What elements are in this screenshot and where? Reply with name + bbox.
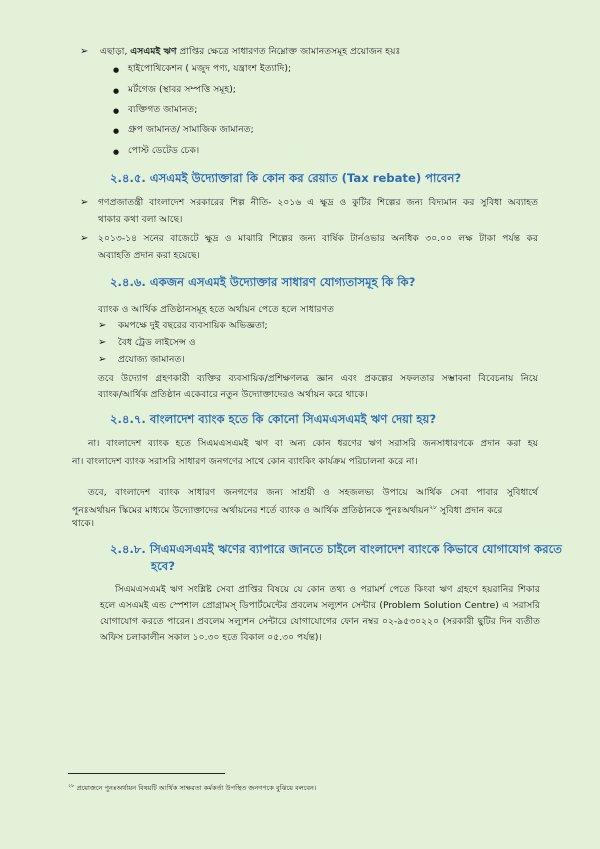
bullet-icon: ● (113, 87, 120, 95)
bullet-icon: ● (113, 66, 120, 74)
arrow-bullet-icon: ➢ (80, 197, 89, 208)
list-item: বৈধ ট্রেড লাইসেন্স ও (118, 337, 196, 348)
bullet-icon: ● (113, 107, 120, 115)
section-heading-continued: হবে? (151, 559, 175, 573)
paragraph-line: তবে উদ্যোগ গ্রহণকারী ব্যক্তির ব্যবসায়িক/প্রশিক্ষণলব্ধ জ্ঞান এবং প্রকল্পের সফলতার সম্ভাবনা বিবেচনায় নিয়ে (98, 373, 538, 384)
paragraph-line: গণপ্রজাতন্ত্রী বাংলাদেশ সরকারের শিল্প নীতি- ২০১৬ এ ক্ষুদ্র ও কুটির শিল্পের জন্য বিদ্যমান কর সুবিধা অব্যাহত (98, 197, 538, 208)
arrow-bullet-icon: ➢ (80, 233, 89, 244)
arrow-bullet-icon: ➢ (98, 320, 107, 331)
paragraph-line: না। বাংলাদেশ ব্যাংক সরাসরি সাধারণ জনগণের সাথে কোন ব্যাংকিং কার্যক্রম পরিচালনা করে না। (72, 456, 418, 467)
paragraph-line: তবে, বাংলাদেশ ব্যাংক সাধারণ জনগণের জন্য সাশ্রয়ী ও সহজলভ্য উপায়ে আর্থিক সেবা পাবার সুবিধার্থে (88, 487, 538, 498)
paragraph-line: ব্যাংক/আর্থিক প্রতিষ্ঠান একেবারে নতুন উদ্যোক্তাদেরও অর্থায়ন করে থাকে। (98, 389, 368, 400)
section-heading: ২.৪.৮. সিএমএসএমই ঋণের ব্যাপারে জানতে চাইলে বাংলাদেশ ব্যাংকে কিভাবে যোগাযোগ করতে (110, 542, 562, 556)
paragraph-line: থাকে। (72, 518, 95, 529)
paragraph-line: হলে এসএমই এন্ড স্পেশাল প্রোগ্রামস্ ডিপার্টমেন্টের প্রবলেম সল্যুশন সেন্টার (Problem Solution Centre) এ সরাসরি (100, 600, 540, 611)
list-item: কমপক্ষে দুই বছরের ব্যবসায়িক অভিজ্ঞতা; (118, 320, 268, 331)
footnote: $^{২৮}$ প্রয়োজনে পুনঃঅর্থায়ন বিষয়টি আর্থিক সাক্ষরতা কর্মকর্তা উপস্থিত জনগণকে বুঝিয়ে বলবেন। (68, 783, 317, 793)
section-heading: ২.৪.৫. এসএমই উদ্যোক্তারা কি কোন কর রেয়াত (Tax rebate) পাবেন? (110, 171, 462, 185)
arrow-bullet-icon: ➢ (98, 354, 107, 365)
paragraph-line: থাকার কথা বলা আছে। (98, 214, 183, 225)
arrow-bullet-icon: ➢ (80, 46, 89, 57)
intro-line: এছাড়া, এসএমই ঋণ প্রাপ্তির ক্ষেত্রে সাধারণত নিম্নোক্ত জামানতসমূহ প্রয়োজন হয়ঃ (100, 46, 401, 57)
list-item: ব্যক্তিগত জামানত; (128, 104, 198, 115)
list-item: গ্রুপ জামানত/ সামাজিক জামানত; (128, 124, 254, 135)
section-heading: ২.৪.৬. একজন এসএমই উদ্যোক্তার সাধারণ যোগ্যতাসমূহ কি কি? (110, 275, 416, 289)
paragraph-line: ব্যাংক ও আর্থিক প্রতিষ্ঠানসমূহ হতে অর্থায়ন পেতে হলে সাধারণত (98, 304, 335, 315)
list-item: হাইপোথিকেশন ( মজুদ পণ্য, যন্ত্রাংশ ইত্যাদি); (128, 63, 292, 74)
footnote-ref[interactable]: ২৮ (429, 504, 437, 511)
bullet-icon: ● (113, 127, 120, 135)
paragraph-line: ২০১৩-১৪ সনের বাজেটে ক্ষুদ্র ও মাঝারি শিল্পের জন্য বার্ষিক টার্নওভার অনধিক ৩০.০০ লক্ষ টাকা পর্যন্ত কর (98, 233, 538, 244)
list-item: প্রযোজ্য জামানত। (118, 354, 185, 365)
paragraph-line: সিএমএসএমই ঋণ সংশ্লিষ্ট সেবা প্রাপ্তির বিষয়ে যে কোন তথ্য ও পরামর্শ পেতে কিংবা ঋণ গ্রহণে হয়রানির শিকার (115, 584, 540, 595)
bullet-icon: ● (113, 148, 120, 156)
paragraph-line: অব্যাহতি প্রদান করা হয়েছে। (98, 250, 200, 261)
arrow-bullet-icon: ➢ (98, 337, 107, 348)
section-heading: ২.৪.৭. বাংলাদেশ ব্যাংক হতে কি কোনো সিএমএসএমই ঋণ দেয়া হয়? (110, 412, 437, 426)
footnote-divider (68, 773, 225, 774)
paragraph-line: না। বাংলাদেশ ব্যাংক হতে সিএমএসএমই ঋণ বা অন্য কোন ধরণের ঋণ সরাসরি জনসাধারণকে প্রদান করা হয় (88, 438, 538, 449)
paragraph-line: অফিস চলাকালীন সকাল ১০.৩০ হতে বিকাল ০৫.৩০ পর্যন্ত)। (100, 632, 322, 643)
paragraph-line: পুনঃঅর্থায়ন স্কিমের মাধ্যমে উদ্যোক্তাদের অর্থায়নের শর্তে ব্যাংক ও আর্থিক প্রতিষ্ঠানকে পুনঃঅর্থায়ন$^{২৮}$ সুবিধা প্রদান করে (72, 504, 503, 517)
list-item: মর্টগেজ (স্থাবর সম্পত্তি সমূহ); (128, 84, 236, 95)
list-item: পোস্ট ডেটেড চেক। (128, 145, 200, 156)
paragraph-line: যোগাযোগ করতে পারেন। প্রবলেম সল্যুশন সেন্টারে যোগাযোগের ফোন নম্বর ০২-৯৫৩০২২০ (সরকারী ছুটির দিন ব্যতীত (100, 616, 540, 627)
